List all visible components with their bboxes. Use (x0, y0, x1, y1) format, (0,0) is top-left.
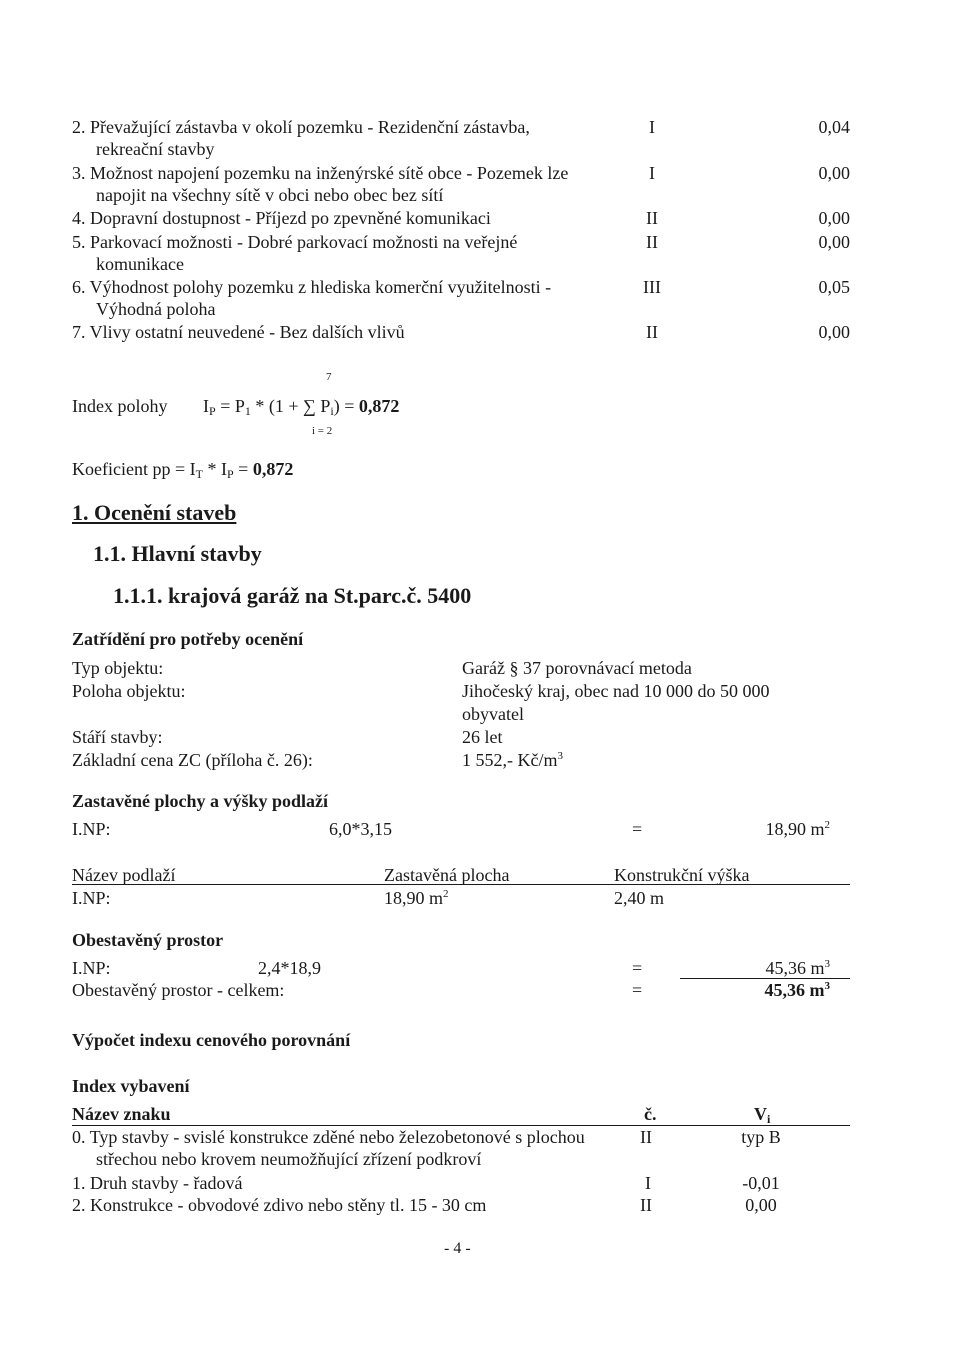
column-vi: $V_i$ (754, 1104, 771, 1126)
section-heading-1: 1. Ocenění staveb (72, 500, 237, 525)
list-item-value: 0,00 (745, 1195, 777, 1215)
equals-sign: = (632, 958, 643, 978)
summary-text: 5. Parkovací možnosti - Dobré parkovací možnosti na veřejné (72, 232, 518, 252)
obestaveny-np-formula: 2,4*18,9 (258, 958, 321, 978)
obestaveny-np-value: 45,36 $m^3$ (765, 958, 830, 978)
summary-category: II (646, 322, 658, 342)
obestaveny-total-row (72, 979, 852, 1001)
plochy-np-label: I.NP: (72, 819, 111, 839)
column-nazev-znaku: Název znaku (72, 1104, 171, 1124)
summary-text-cont: napojit na všechny sítě v obci nebo obec bez sítí (96, 185, 444, 205)
obestaveny-title: Obestavěný prostor (72, 930, 224, 950)
summary-text: 6. Výhodnost polohy pozemku z hlediska komerční využitelnosti - (72, 277, 552, 297)
list-item-cislo: II (640, 1195, 652, 1215)
typ-objektu-label: Typ objektu: (72, 658, 164, 678)
vypocet-title: Výpočet indexu cenového porovnání (72, 1030, 351, 1050)
plochy-np-value: 18,90 $m^2$ (765, 819, 830, 839)
summary-category: I (649, 117, 655, 137)
index-polohy-result: 0,872 (358, 396, 400, 416)
column-cislo: č. (644, 1104, 657, 1124)
table-row-name: I.NP: (72, 888, 111, 908)
summary-text-cont: Výhodná poloha (96, 299, 216, 319)
koeficient-result: 0,872 (252, 459, 294, 479)
summary-category: I (649, 163, 655, 183)
summary-value: 0,00 (818, 208, 850, 228)
equals-sign: = (632, 980, 643, 1000)
table-header-rule (72, 884, 850, 885)
table-header-vyska: Konstrukční výška (614, 865, 750, 885)
section-heading-2: 1.1. Hlavní stavby (93, 541, 262, 566)
obestaveny-np-label: I.NP: (72, 958, 111, 978)
summary-text: 7. Vlivy ostatní neuvedené - Bez dalších vlivů (72, 322, 405, 342)
section-heading-3: 1.1.1. krajová garáž na St.parc.č. 5400 (113, 583, 472, 608)
list-item: 2. Konstrukce - obvodové zdivo nebo stěny tl. 15 - 30 cm (72, 1195, 487, 1215)
obestaveny-total-label: Obestavěný prostor - celkem: (72, 980, 285, 1000)
poloha-objektu-label: Poloha objektu: (72, 681, 186, 701)
index-vybaveni-title: Index vybavení (72, 1076, 190, 1096)
plochy-np-formula: 6,0*3,15 (329, 819, 392, 839)
typ-objektu-value: Garáž § 37 porovnávací metoda (462, 658, 692, 678)
summary-category: III (643, 277, 661, 297)
summary-text: 3. Možnost napojení pozemku na inženýrské sítě obce - Pozemek lze (72, 163, 569, 183)
poloha-objektu-value-cont: obyvatel (462, 704, 524, 724)
list-item-value: -0,01 (742, 1173, 780, 1193)
list-item: 1. Druh stavby - řadová (72, 1173, 243, 1193)
stari-stavby-value: 26 let (462, 727, 503, 747)
list-item: 0. Typ stavby - svislé konstrukce zděné nebo železobetonové s plochou střechou nebo krovem neumožňující zřízení podkroví (72, 1127, 585, 1169)
summary-value: 0,00 (818, 232, 850, 252)
sum-lower-limit: i = 2 (312, 425, 333, 437)
table-header-nazev: Název podlaží (72, 865, 176, 885)
summary-category: II (646, 208, 658, 228)
equals-sign: = (632, 819, 643, 839)
obestaveny-row (72, 957, 852, 979)
index-polohy-label: Index polohy (72, 396, 168, 416)
summary-value: 0,00 (818, 163, 850, 183)
zatrideni-title: Zatřídění pro potřeby ocenění (72, 629, 304, 649)
poloha-objektu-value: Jihočeský kraj, obec nad 10 000 do 50 000 (462, 681, 770, 701)
stari-stavby-label: Stáří stavby: (72, 727, 163, 747)
list-item-cislo: I (645, 1173, 651, 1193)
list-item-value: typ B (741, 1127, 781, 1147)
summary-text-cont: rekreační stavby (96, 139, 215, 159)
zakladni-cena-label: Základní cena ZC (příloha č. 26): (72, 750, 313, 770)
page-number: - 4 - (444, 1240, 471, 1257)
koeficient-line: Koeficient pp = $I_T * I_P = 0,872$ (72, 459, 294, 481)
plochy-row (72, 818, 852, 840)
sigma-symbol: ∑ (303, 396, 316, 416)
summary-text-cont: komunikace (96, 254, 184, 274)
summary-text: 4. Dopravní dostupnost - Příjezd po zpevněné komunikaci (72, 208, 491, 228)
table-header-plocha: Zastavěná plocha (384, 865, 510, 885)
table-row-height: 2,40 m (614, 888, 665, 908)
plochy-title: Zastavěné plochy a výšky podlaží (72, 791, 329, 811)
list-item-cislo: II (640, 1127, 652, 1147)
obestaveny-total-value: 45,36 $m^3$ (764, 980, 830, 1000)
summary-text: 2. Převažující zástavba v okolí pozemku - Rezidenční zástavba, (72, 117, 530, 137)
table-row-area: 18,90 $m^2$ (384, 888, 449, 908)
zakladni-cena-value: 1 552,- $Kč/m^3$ (462, 750, 563, 770)
summary-value: 0,05 (818, 277, 850, 297)
summary-value: 0,04 (818, 117, 850, 137)
index-polohy-formula: $I_P = P_1 * (1$ + ∑ $P_i) = 0,872$ (203, 396, 400, 418)
sum-upper-limit: 7 (326, 371, 332, 383)
summary-category: II (646, 232, 658, 252)
summary-value: 0,00 (818, 322, 850, 342)
